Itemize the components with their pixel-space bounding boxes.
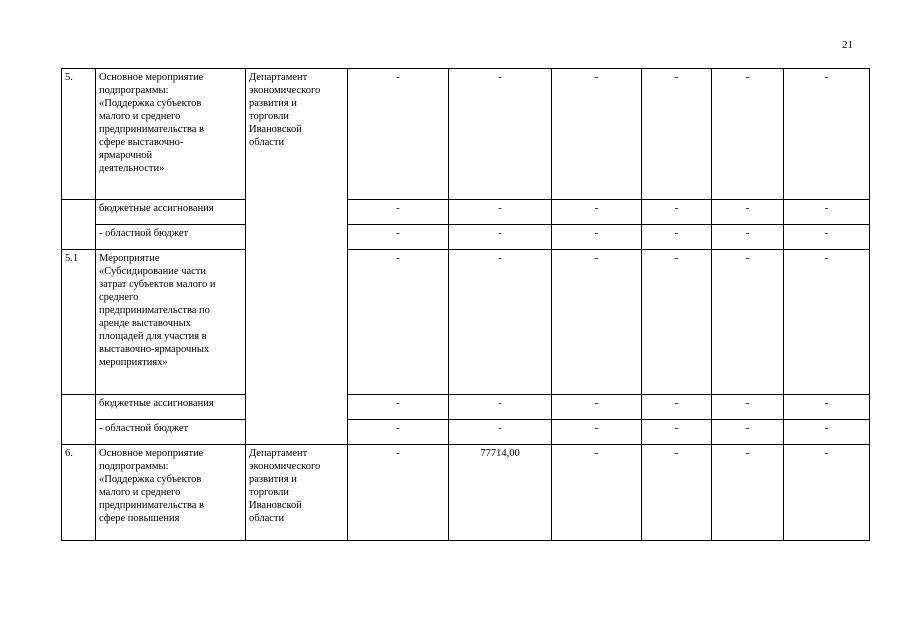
value-cell: - [784,69,870,200]
table-row [62,445,870,541]
value-cell: - [784,420,870,445]
executor-line: торговли [249,487,289,498]
value-cell: 77714,00 [449,445,552,541]
value-cell: - [449,225,552,250]
description-line: малого и среднего [99,111,181,122]
description-line: аренде выставочных [99,318,191,329]
value-cell: - [712,250,784,395]
executor-cell [246,69,348,445]
value-cell: - [348,445,449,541]
executor-line: Департамент [249,448,308,459]
description-line: предпринимательства по [99,305,210,316]
value-cell: - [348,395,449,420]
value-cell: - [552,69,642,200]
value-cell: - [552,420,642,445]
description-line: Мероприятие [99,253,160,264]
value-cell: - [642,395,712,420]
row-number [62,200,96,250]
row-number [62,395,96,445]
funding-label: - областной бюджет [96,225,246,250]
description-line: подпрограммы: [99,85,169,96]
value-cell: - [784,200,870,225]
value-cell: - [449,250,552,395]
value-cell: - [712,420,784,445]
value-cell: - [449,200,552,225]
description-line: площадей для участия в [99,331,207,342]
executor-line: развития и [249,474,297,485]
executor-line: развития и [249,98,297,109]
table-row [62,250,870,395]
value-cell: - [642,445,712,541]
page-number: 21 [842,39,853,51]
row-number: 6. [62,445,96,541]
value-cell: - [552,445,642,541]
activity-description [96,69,246,200]
row-number: 5.1 [62,250,96,395]
funding-label: бюджетные ассигнования [96,395,246,420]
value-cell: - [552,200,642,225]
row-number: 5. [62,69,96,200]
value-cell: - [712,200,784,225]
description-line: ярмарочной [99,150,153,161]
description-line: сфере повышения [99,513,180,524]
executor-line: Ивановской [249,500,302,511]
executor-line: Департамент [249,72,308,83]
activity-description [96,445,246,541]
description-line: затрат субъектов малого и [99,279,216,290]
value-cell: - [784,225,870,250]
value-cell: - [642,420,712,445]
value-cell: - [784,250,870,395]
value-cell: - [642,250,712,395]
value-cell: - [642,225,712,250]
value-cell: - [348,225,449,250]
value-cell: - [449,69,552,200]
executor-line: экономического [249,461,321,472]
value-cell: - [449,395,552,420]
funding-label: - областной бюджет [96,420,246,445]
description-line: Основное мероприятие [99,448,204,459]
executor-line: торговли [249,111,289,122]
description-line: подпрограммы: [99,461,169,472]
value-cell: - [712,69,784,200]
description-line: «Поддержка субъектов [99,98,202,109]
value-cell: - [712,445,784,541]
table-row [62,395,870,420]
description-line: мероприятиях» [99,357,168,368]
description-line: деятельности» [99,163,165,174]
description-line: сфере выставочно- [99,137,184,148]
value-cell: - [784,445,870,541]
description-line: предпринимательства в [99,500,205,511]
value-cell: - [348,420,449,445]
value-cell: - [449,420,552,445]
description-line: выставочно-ярмарочных [99,344,210,355]
value-cell: - [712,225,784,250]
funding-label: бюджетные ассигнования [96,200,246,225]
value-cell: - [348,69,449,200]
description-line: «Субсидирование части [99,266,206,277]
value-cell: - [712,395,784,420]
executor-cell [246,445,348,541]
value-cell: - [348,250,449,395]
value-cell: - [552,395,642,420]
value-cell: - [348,200,449,225]
executor-line: области [249,513,285,524]
budget-table [61,68,870,541]
description-line: «Поддержка субъектов [99,474,202,485]
executor-line: области [249,137,285,148]
description-line: Основное мероприятие [99,72,204,83]
table-row [62,420,870,445]
table-row [62,225,870,250]
value-cell: - [552,225,642,250]
executor-line: Ивановской [249,124,302,135]
value-cell: - [642,200,712,225]
executor-line: экономического [249,85,321,96]
description-line: среднего [99,292,139,303]
table-row [62,200,870,225]
value-cell: - [784,395,870,420]
description-line: малого и среднего [99,487,181,498]
value-cell: - [552,250,642,395]
activity-description [96,250,246,395]
description-line: предпринимательства в [99,124,205,135]
value-cell: - [642,69,712,200]
table-row [62,69,870,200]
